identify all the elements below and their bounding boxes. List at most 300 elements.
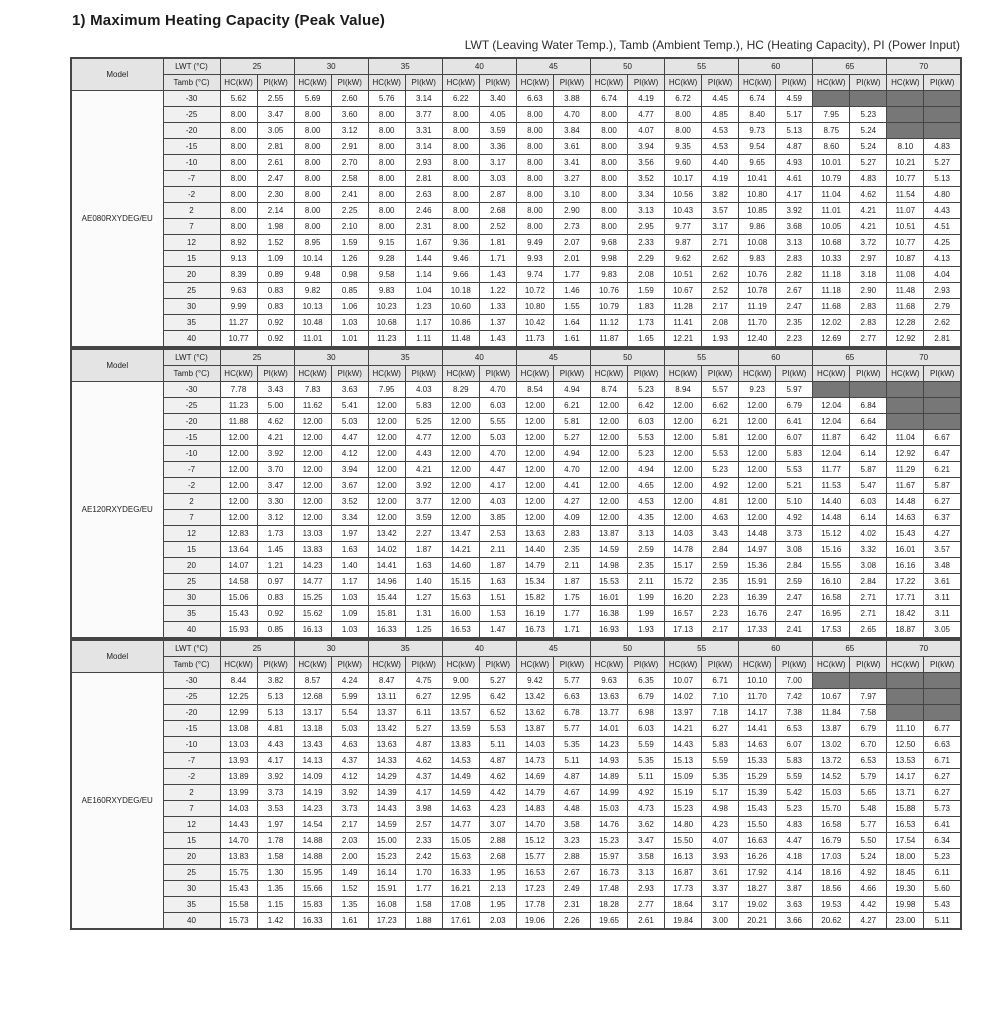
hc-value-cell: 11.48	[442, 331, 479, 348]
hc-value-cell: 18.00	[887, 849, 924, 865]
pi-column-header: PI(kW)	[850, 657, 887, 673]
hc-value-cell: 12.00	[442, 446, 479, 462]
hc-value-cell: 8.00	[220, 171, 257, 187]
tamb-cell: -25	[163, 398, 220, 414]
hc-value-cell: 8.54	[516, 382, 553, 398]
hc-value-cell: 10.80	[516, 299, 553, 315]
hc-value-cell: 12.00	[442, 398, 479, 414]
pi-value-cell: 2.47	[257, 171, 294, 187]
pi-value-cell: 1.93	[702, 331, 739, 348]
hc-value-cell: 15.50	[739, 817, 776, 833]
hc-value-cell: 12.00	[294, 462, 331, 478]
hc-value-cell: 14.77	[442, 817, 479, 833]
pi-value-cell: 2.70	[331, 155, 368, 171]
pi-column-header: PI(kW)	[628, 366, 665, 382]
pi-value-cell: 1.35	[331, 897, 368, 913]
hc-value-cell: 8.92	[220, 235, 257, 251]
table-row	[71, 251, 961, 267]
pi-value-cell: 2.57	[405, 817, 442, 833]
hc-value-cell: 14.63	[887, 510, 924, 526]
pi-value-cell: 2.82	[776, 267, 813, 283]
hc-value-cell: 14.39	[368, 785, 405, 801]
pi-value-cell: 3.05	[257, 123, 294, 139]
table-row	[71, 558, 961, 574]
pi-column-header: PI(kW)	[924, 75, 961, 91]
pi-value-cell: 2.47	[776, 606, 813, 622]
pi-value-cell: 6.11	[405, 705, 442, 721]
hc-value-cell: 8.00	[220, 219, 257, 235]
pi-value-cell: 5.81	[702, 430, 739, 446]
pi-value-cell: 1.75	[553, 590, 590, 606]
tamb-cell: 40	[163, 913, 220, 930]
hc-value-cell: 11.41	[665, 315, 702, 331]
hc-value-cell: 8.00	[294, 139, 331, 155]
table-row	[71, 155, 961, 171]
pi-value-cell: 6.27	[405, 689, 442, 705]
pi-value-cell: 3.13	[628, 865, 665, 881]
pi-column-header: PI(kW)	[628, 657, 665, 673]
hc-value-cell: 12.00	[739, 414, 776, 430]
pi-value-cell: 6.63	[553, 689, 590, 705]
hc-value-cell: 15.36	[739, 558, 776, 574]
pi-value-cell: 6.11	[924, 865, 961, 881]
hc-value-cell: 8.44	[220, 673, 257, 689]
hc-value-cell: 9.66	[442, 267, 479, 283]
hc-value-cell: 18.56	[813, 881, 850, 897]
pi-value-cell: 3.37	[702, 881, 739, 897]
pi-value-cell: 5.83	[776, 753, 813, 769]
hc-value-cell: 13.99	[220, 785, 257, 801]
pi-value-cell: 2.14	[257, 203, 294, 219]
tamb-cell: 30	[163, 881, 220, 897]
pi-value-cell: 4.94	[553, 382, 590, 398]
table-row	[71, 187, 961, 203]
table-row	[71, 123, 961, 139]
pi-value-cell: 6.71	[924, 753, 961, 769]
hc-value-cell: 8.00	[294, 171, 331, 187]
hc-value-cell: 10.33	[813, 251, 850, 267]
pi-value-cell: 6.64	[850, 414, 887, 430]
hc-value-cell: 11.01	[294, 331, 331, 348]
pi-value-cell: 5.24	[850, 123, 887, 139]
pi-value-cell: 6.78	[553, 705, 590, 721]
pi-value-cell: 4.87	[776, 139, 813, 155]
pi-value-cell: 1.03	[331, 315, 368, 331]
hc-value-cell: 14.43	[665, 737, 702, 753]
tamb-cell: 35	[163, 315, 220, 331]
pi-value-cell: 2.95	[628, 219, 665, 235]
pi-value-cell: 2.27	[405, 526, 442, 542]
pi-value-cell: 2.31	[553, 897, 590, 913]
pi-value-cell: 2.97	[850, 251, 887, 267]
pi-value-cell: 3.47	[257, 107, 294, 123]
pi-value-cell: 4.13	[924, 251, 961, 267]
pi-value-cell: 4.43	[405, 446, 442, 462]
pi-value-cell: 2.49	[553, 881, 590, 897]
pi-value-cell: 4.37	[405, 769, 442, 785]
hc-value-cell: 8.00	[368, 219, 405, 235]
hc-value-cell: 15.73	[220, 913, 257, 930]
hc-value-cell: 8.00	[294, 107, 331, 123]
hc-value-cell: 9.83	[739, 251, 776, 267]
model-cell: AE160RXYDEG/EU	[71, 673, 163, 930]
pi-value-cell: 2.13	[479, 881, 516, 897]
hc-value-cell: 7.78	[220, 382, 257, 398]
pi-value-cell: 4.21	[850, 219, 887, 235]
hc-value-cell: 12.00	[442, 462, 479, 478]
lwt-value-header: 65	[813, 640, 887, 657]
pi-value-cell: 5.23	[628, 382, 665, 398]
hc-value-cell: 15.25	[294, 590, 331, 606]
hc-value-cell: 17.92	[739, 865, 776, 881]
pi-value-cell: 1.67	[405, 235, 442, 251]
pi-value-cell: 1.97	[257, 817, 294, 833]
hc-value-cell: 8.00	[294, 203, 331, 219]
hc-value-cell: 15.00	[368, 833, 405, 849]
pi-value-cell: 1.73	[628, 315, 665, 331]
pi-value-cell: 3.14	[405, 91, 442, 107]
hc-value-cell: 14.03	[665, 526, 702, 542]
hc-value-cell: 9.68	[590, 235, 627, 251]
hc-value-cell: 12.00	[220, 462, 257, 478]
lwt-value-header: 65	[813, 58, 887, 75]
pi-value-cell: 7.97	[850, 689, 887, 705]
pi-value-cell: 2.52	[479, 219, 516, 235]
lwt-value-header: 45	[516, 349, 590, 366]
pi-value-cell: 4.19	[702, 171, 739, 187]
pi-value-cell: 1.14	[405, 267, 442, 283]
hc-column-header: HC(kW)	[813, 75, 850, 91]
hc-value-cell: 12.00	[516, 510, 553, 526]
tamb-cell: -20	[163, 414, 220, 430]
hc-value-cell: 8.00	[516, 155, 553, 171]
lwt-value-header: 25	[220, 640, 294, 657]
pi-column-header: PI(kW)	[331, 366, 368, 382]
tamb-cell: 2	[163, 494, 220, 510]
pi-value-cell: 3.98	[405, 801, 442, 817]
pi-value-cell: 3.92	[776, 203, 813, 219]
hc-column-header: HC(kW)	[665, 366, 702, 382]
pi-value-cell: 2.88	[479, 833, 516, 849]
pi-value-cell: 1.43	[479, 331, 516, 348]
blank-cell	[924, 689, 961, 705]
hc-value-cell: 16.38	[590, 606, 627, 622]
blank-cell	[887, 705, 924, 721]
lwt-value-header: 35	[368, 58, 442, 75]
pi-value-cell: 1.95	[479, 897, 516, 913]
hc-value-cell: 18.45	[887, 865, 924, 881]
hc-value-cell: 16.87	[665, 865, 702, 881]
tamb-cell: 25	[163, 283, 220, 299]
model-header: Model	[71, 349, 163, 382]
pi-value-cell: 3.03	[479, 171, 516, 187]
pi-value-cell: 2.90	[553, 203, 590, 219]
blank-cell	[924, 398, 961, 414]
pi-value-cell: 6.53	[850, 753, 887, 769]
hc-value-cell: 14.03	[220, 801, 257, 817]
pi-value-cell: 5.83	[702, 737, 739, 753]
hc-value-cell: 15.44	[368, 590, 405, 606]
lwt-header: LWT (°C)	[163, 349, 220, 366]
hc-value-cell: 12.99	[220, 705, 257, 721]
pi-column-header: PI(kW)	[553, 75, 590, 91]
page-title: 1) Maximum Heating Capacity (Peak Value)	[72, 12, 386, 29]
pi-value-cell: 4.92	[702, 478, 739, 494]
hc-value-cell: 9.46	[442, 251, 479, 267]
tamb-cell: 2	[163, 785, 220, 801]
pi-value-cell: 6.42	[479, 689, 516, 705]
hc-value-cell: 12.00	[516, 414, 553, 430]
pi-value-cell: 4.51	[924, 219, 961, 235]
hc-value-cell: 9.83	[590, 267, 627, 283]
pi-column-header: PI(kW)	[776, 75, 813, 91]
hc-value-cell: 12.69	[813, 331, 850, 348]
lwt-value-header: 40	[442, 640, 516, 657]
hc-value-cell: 14.80	[665, 817, 702, 833]
pi-value-cell: 3.10	[553, 187, 590, 203]
hc-value-cell: 16.53	[887, 817, 924, 833]
hc-value-cell: 10.10	[739, 673, 776, 689]
hc-value-cell: 12.00	[220, 430, 257, 446]
hc-value-cell: 12.92	[887, 446, 924, 462]
hc-value-cell: 11.87	[813, 430, 850, 446]
tamb-cell: 30	[163, 299, 220, 315]
pi-value-cell: 3.17	[702, 897, 739, 913]
tamb-cell: -25	[163, 107, 220, 123]
tamb-cell: 15	[163, 833, 220, 849]
pi-value-cell: 3.84	[553, 123, 590, 139]
table-row	[71, 91, 961, 107]
hc-value-cell: 13.97	[665, 705, 702, 721]
hc-value-cell: 12.95	[442, 689, 479, 705]
hc-value-cell: 8.00	[590, 171, 627, 187]
pi-value-cell: 2.60	[331, 91, 368, 107]
pi-value-cell: 2.47	[776, 590, 813, 606]
hc-value-cell: 9.54	[739, 139, 776, 155]
header-row	[71, 58, 961, 75]
tamb-cell: -2	[163, 187, 220, 203]
hc-value-cell: 12.00	[516, 446, 553, 462]
pi-value-cell: 1.61	[553, 331, 590, 348]
pi-value-cell: 2.07	[553, 235, 590, 251]
hc-value-cell: 16.93	[590, 622, 627, 639]
pi-value-cell: 1.43	[479, 267, 516, 283]
model-header: Model	[71, 640, 163, 673]
hc-value-cell: 15.63	[442, 849, 479, 865]
hc-value-cell: 8.39	[220, 267, 257, 283]
pi-value-cell: 6.07	[776, 737, 813, 753]
hc-value-cell: 12.68	[294, 689, 331, 705]
pi-value-cell: 3.48	[924, 558, 961, 574]
hc-value-cell: 14.40	[813, 494, 850, 510]
hc-value-cell: 15.12	[516, 833, 553, 849]
hc-value-cell: 11.84	[813, 705, 850, 721]
hc-value-cell: 10.43	[665, 203, 702, 219]
model-cell: AE080RXYDEG/EU	[71, 91, 163, 348]
hc-value-cell: 13.59	[442, 721, 479, 737]
pi-value-cell: 1.78	[257, 833, 294, 849]
pi-value-cell: 1.81	[479, 235, 516, 251]
hc-value-cell: 13.83	[220, 849, 257, 865]
table-row	[71, 235, 961, 251]
hc-value-cell: 12.00	[368, 446, 405, 462]
pi-value-cell: 0.85	[257, 622, 294, 639]
subheader-row	[71, 75, 961, 91]
hc-value-cell: 13.18	[294, 721, 331, 737]
hc-value-cell: 20.62	[813, 913, 850, 930]
hc-value-cell: 8.00	[590, 123, 627, 139]
hc-value-cell: 13.89	[220, 769, 257, 785]
hc-value-cell: 8.00	[220, 203, 257, 219]
hc-value-cell: 15.12	[813, 526, 850, 542]
pi-value-cell: 6.03	[850, 494, 887, 510]
hc-value-cell: 16.57	[665, 606, 702, 622]
hc-value-cell: 12.00	[516, 462, 553, 478]
hc-value-cell: 11.54	[887, 187, 924, 203]
capacity-tables	[70, 57, 962, 930]
hc-value-cell: 15.63	[442, 590, 479, 606]
pi-value-cell: 3.67	[331, 478, 368, 494]
hc-value-cell: 8.00	[220, 107, 257, 123]
pi-value-cell: 1.77	[405, 881, 442, 897]
tamb-header: Tamb (°C)	[163, 657, 220, 673]
tamb-cell: 7	[163, 510, 220, 526]
pi-value-cell: 1.25	[405, 622, 442, 639]
pi-value-cell: 4.94	[553, 446, 590, 462]
lwt-value-header: 55	[665, 58, 739, 75]
pi-column-header: PI(kW)	[776, 366, 813, 382]
subheader-row	[71, 657, 961, 673]
pi-value-cell: 2.17	[702, 299, 739, 315]
hc-value-cell: 11.07	[887, 203, 924, 219]
pi-value-cell: 1.49	[331, 865, 368, 881]
pi-value-cell: 6.35	[628, 673, 665, 689]
hc-value-cell: 15.66	[294, 881, 331, 897]
pi-value-cell: 1.59	[331, 235, 368, 251]
blank-cell	[924, 91, 961, 107]
tamb-cell: -30	[163, 673, 220, 689]
pi-value-cell: 4.83	[776, 817, 813, 833]
pi-value-cell: 5.59	[628, 737, 665, 753]
hc-value-cell: 10.77	[887, 171, 924, 187]
pi-value-cell: 0.92	[257, 315, 294, 331]
pi-value-cell: 3.70	[257, 462, 294, 478]
hc-column-header: HC(kW)	[294, 75, 331, 91]
pi-value-cell: 4.14	[776, 865, 813, 881]
hc-value-cell: 8.00	[220, 123, 257, 139]
pi-value-cell: 0.92	[257, 331, 294, 348]
pi-value-cell: 1.55	[553, 299, 590, 315]
pi-value-cell: 3.36	[479, 139, 516, 155]
hc-value-cell: 12.00	[368, 398, 405, 414]
hc-value-cell: 10.41	[739, 171, 776, 187]
pi-column-header: PI(kW)	[479, 75, 516, 91]
pi-value-cell: 5.27	[924, 155, 961, 171]
pi-value-cell: 6.27	[924, 785, 961, 801]
hc-value-cell: 9.23	[739, 382, 776, 398]
blank-cell	[924, 705, 961, 721]
pi-value-cell: 1.22	[479, 283, 516, 299]
pi-value-cell: 4.03	[479, 494, 516, 510]
hc-value-cell: 15.75	[220, 865, 257, 881]
hc-value-cell: 15.97	[590, 849, 627, 865]
pi-value-cell: 3.12	[257, 510, 294, 526]
pi-value-cell: 1.64	[553, 315, 590, 331]
pi-value-cell: 6.03	[628, 721, 665, 737]
pi-value-cell: 1.47	[479, 622, 516, 639]
hc-value-cell: 9.36	[442, 235, 479, 251]
pi-value-cell: 4.53	[702, 123, 739, 139]
pi-value-cell: 5.11	[553, 753, 590, 769]
pi-column-header: PI(kW)	[479, 657, 516, 673]
pi-value-cell: 3.47	[257, 478, 294, 494]
pi-value-cell: 4.92	[776, 510, 813, 526]
blank-cell	[887, 107, 924, 123]
hc-value-cell: 8.00	[442, 203, 479, 219]
pi-value-cell: 4.42	[850, 897, 887, 913]
pi-value-cell: 1.58	[405, 897, 442, 913]
pi-value-cell: 3.68	[776, 219, 813, 235]
hc-value-cell: 10.67	[665, 283, 702, 299]
hc-value-cell: 11.77	[813, 462, 850, 478]
hc-value-cell: 12.00	[294, 494, 331, 510]
pi-value-cell: 3.63	[331, 382, 368, 398]
pi-value-cell: 1.21	[257, 558, 294, 574]
pi-value-cell: 2.68	[479, 849, 516, 865]
pi-value-cell: 5.79	[850, 769, 887, 785]
pi-value-cell: 6.62	[702, 398, 739, 414]
pi-value-cell: 3.60	[331, 107, 368, 123]
pi-value-cell: 4.40	[702, 155, 739, 171]
pi-value-cell: 2.67	[553, 865, 590, 881]
hc-value-cell: 14.41	[739, 721, 776, 737]
hc-value-cell: 6.22	[442, 91, 479, 107]
hc-value-cell: 14.96	[368, 574, 405, 590]
pi-value-cell: 6.63	[924, 737, 961, 753]
hc-value-cell: 16.79	[813, 833, 850, 849]
table-row	[71, 414, 961, 430]
pi-value-cell: 1.93	[628, 622, 665, 639]
blank-cell	[924, 414, 961, 430]
hc-value-cell: 13.77	[590, 705, 627, 721]
hc-value-cell: 12.04	[813, 414, 850, 430]
hc-value-cell: 16.01	[590, 590, 627, 606]
pi-value-cell: 2.84	[776, 558, 813, 574]
pi-value-cell: 4.92	[628, 785, 665, 801]
lwt-value-header: 35	[368, 640, 442, 657]
hc-value-cell: 8.00	[665, 123, 702, 139]
hc-value-cell: 10.42	[516, 315, 553, 331]
hc-value-cell: 8.00	[516, 171, 553, 187]
tamb-cell: -15	[163, 430, 220, 446]
hc-value-cell: 8.00	[442, 219, 479, 235]
pi-value-cell: 5.35	[553, 737, 590, 753]
table-row	[71, 801, 961, 817]
hc-value-cell: 8.00	[368, 107, 405, 123]
pi-value-cell: 3.88	[553, 91, 590, 107]
pi-value-cell: 4.70	[553, 462, 590, 478]
pi-value-cell: 4.19	[628, 91, 665, 107]
pi-value-cell: 4.62	[257, 414, 294, 430]
table-row	[71, 590, 961, 606]
pi-value-cell: 1.51	[479, 590, 516, 606]
hc-value-cell: 13.57	[442, 705, 479, 721]
hc-value-cell: 15.70	[813, 801, 850, 817]
pi-value-cell: 5.97	[776, 382, 813, 398]
pi-value-cell: 3.94	[331, 462, 368, 478]
pi-value-cell: 1.88	[405, 913, 442, 930]
pi-value-cell: 3.87	[776, 881, 813, 897]
